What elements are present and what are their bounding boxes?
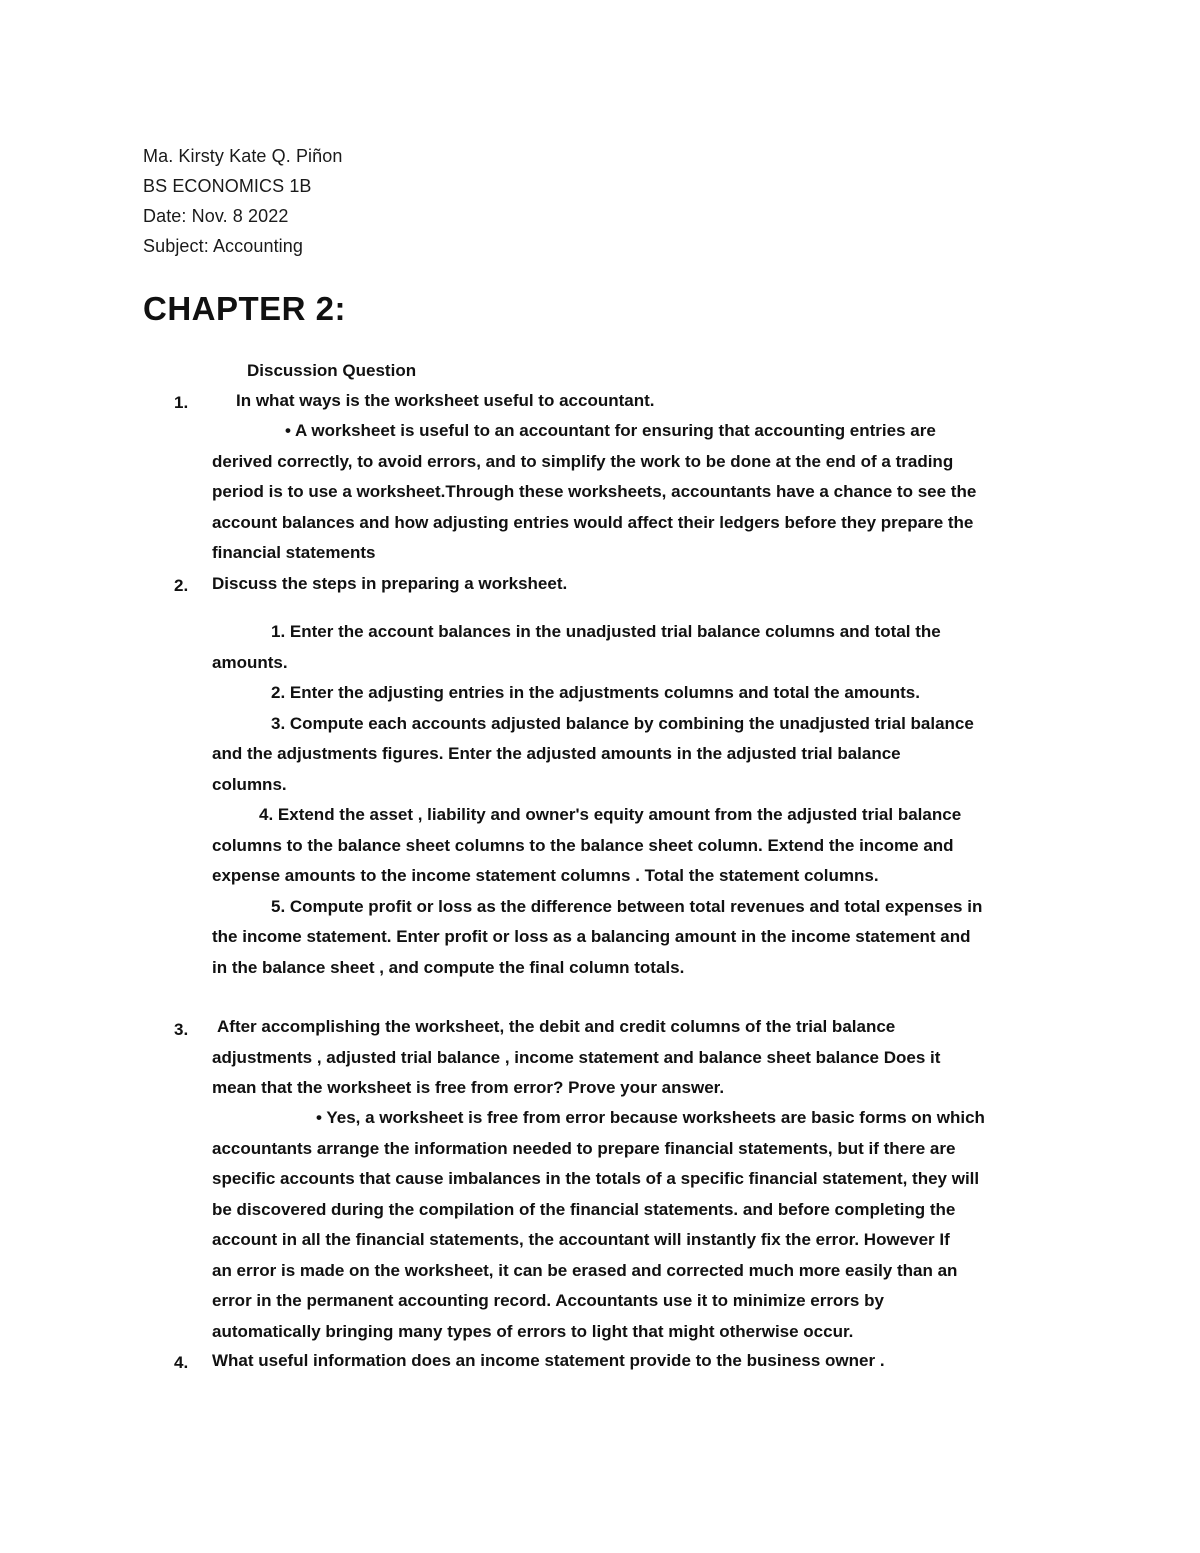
question-2-text: Discuss the steps in preparing a worksheet. [212,574,568,593]
step-line: columns. [212,774,287,794]
course-line: BS ECONOMICS 1B [143,176,312,196]
question-4-number: 4. [174,1353,189,1372]
answer-line: an error is made on the worksheet, it can be erased and corrected much more easily than an [212,1260,958,1280]
date-line: Date: Nov. 8 2022 [143,206,289,226]
step-line: amounts. [212,652,288,672]
answer-line: account balances and how adjusting entries would affect their ledgers before they prepare the [212,512,974,532]
answer-line: specific accounts that cause imbalances in the totals of a specific financial statement, they will [212,1169,980,1188]
chapter-title: CHAPTER 2: [143,290,347,327]
step-line: 5. Compute profit or loss as the difference between total revenues and total expenses in [271,896,983,916]
answer-line: account in all the financial statements, the accountant will instantly fix the error. However If [212,1230,950,1249]
question-1-answer [212,416,1082,569]
answer-line: derived correctly, to avoid errors, and to simplify the work to be done at the end of a trading [212,451,954,471]
answer-line: accountants arrange the information needed to prepare financial statements, but if there are [212,1138,956,1158]
question-1-text: In what ways is the worksheet useful to accountant. [236,391,655,410]
question-3-number: 3. [174,1020,189,1039]
step-line: and the adjustments figures. Enter the adjusted amounts in the adjusted trial balance [212,744,901,763]
answer-line: • A worksheet is useful to an accountant for ensuring that accounting entries are [285,421,936,440]
question-2-answer [212,617,1082,983]
answer-line: error in the permanent accounting record. Accountants use it to minimize errors by [212,1291,884,1310]
author-name: Ma. Kirsty Kate Q. Piñon [143,146,343,166]
question-2-number: 2. [174,576,189,595]
question-line: adjustments , adjusted trial balance , income statement and balance sheet balance Does it [212,1047,941,1067]
step-line: in the balance sheet , and compute the final column totals. [212,957,685,977]
subject-line: Subject: Accounting [143,236,304,256]
question-3-text [212,1012,1082,1104]
step-line: columns to the balance sheet columns to the balance sheet column. Extend the income and [212,835,954,855]
question-line: After accomplishing the worksheet, the debit and credit columns of the trial balance [217,1017,896,1036]
step-line: 1. Enter the account balances in the unadjusted trial balance columns and total the [271,622,941,641]
answer-line: period is to use a worksheet.Through these worksheets, accountants have a chance to see the [212,482,977,501]
answer-line: • Yes, a worksheet is free from error because worksheets are basic forms on which [316,1108,985,1127]
step-line: 4. Extend the asset , liability and owner's equity amount from the adjusted trial balance [259,805,962,824]
step-line: expense amounts to the income statement columns . Total the statement columns. [212,866,879,885]
question-line: mean that the worksheet is free from error? Prove your answer. [212,1078,725,1097]
answer-line: financial statements [212,543,376,562]
answer-line: automatically bringing many types of errors to light that might otherwise occur. [212,1321,854,1341]
step-line: 3. Compute each accounts adjusted balance by combining the unadjusted trial balance [271,713,974,733]
question-1-number: 1. [174,393,189,412]
section-title: Discussion Question [247,361,417,380]
question-3-answer [212,1103,1082,1347]
question-4-text: What useful information does an income statement provide to the business owner . [212,1351,885,1370]
step-line: 2. Enter the adjusting entries in the adjustments columns and total the amounts. [271,683,920,702]
answer-line: be discovered during the compilation of the financial statements. and before completing the [212,1199,956,1219]
step-line: the income statement. Enter profit or loss as a balancing amount in the income statement and [212,927,971,946]
